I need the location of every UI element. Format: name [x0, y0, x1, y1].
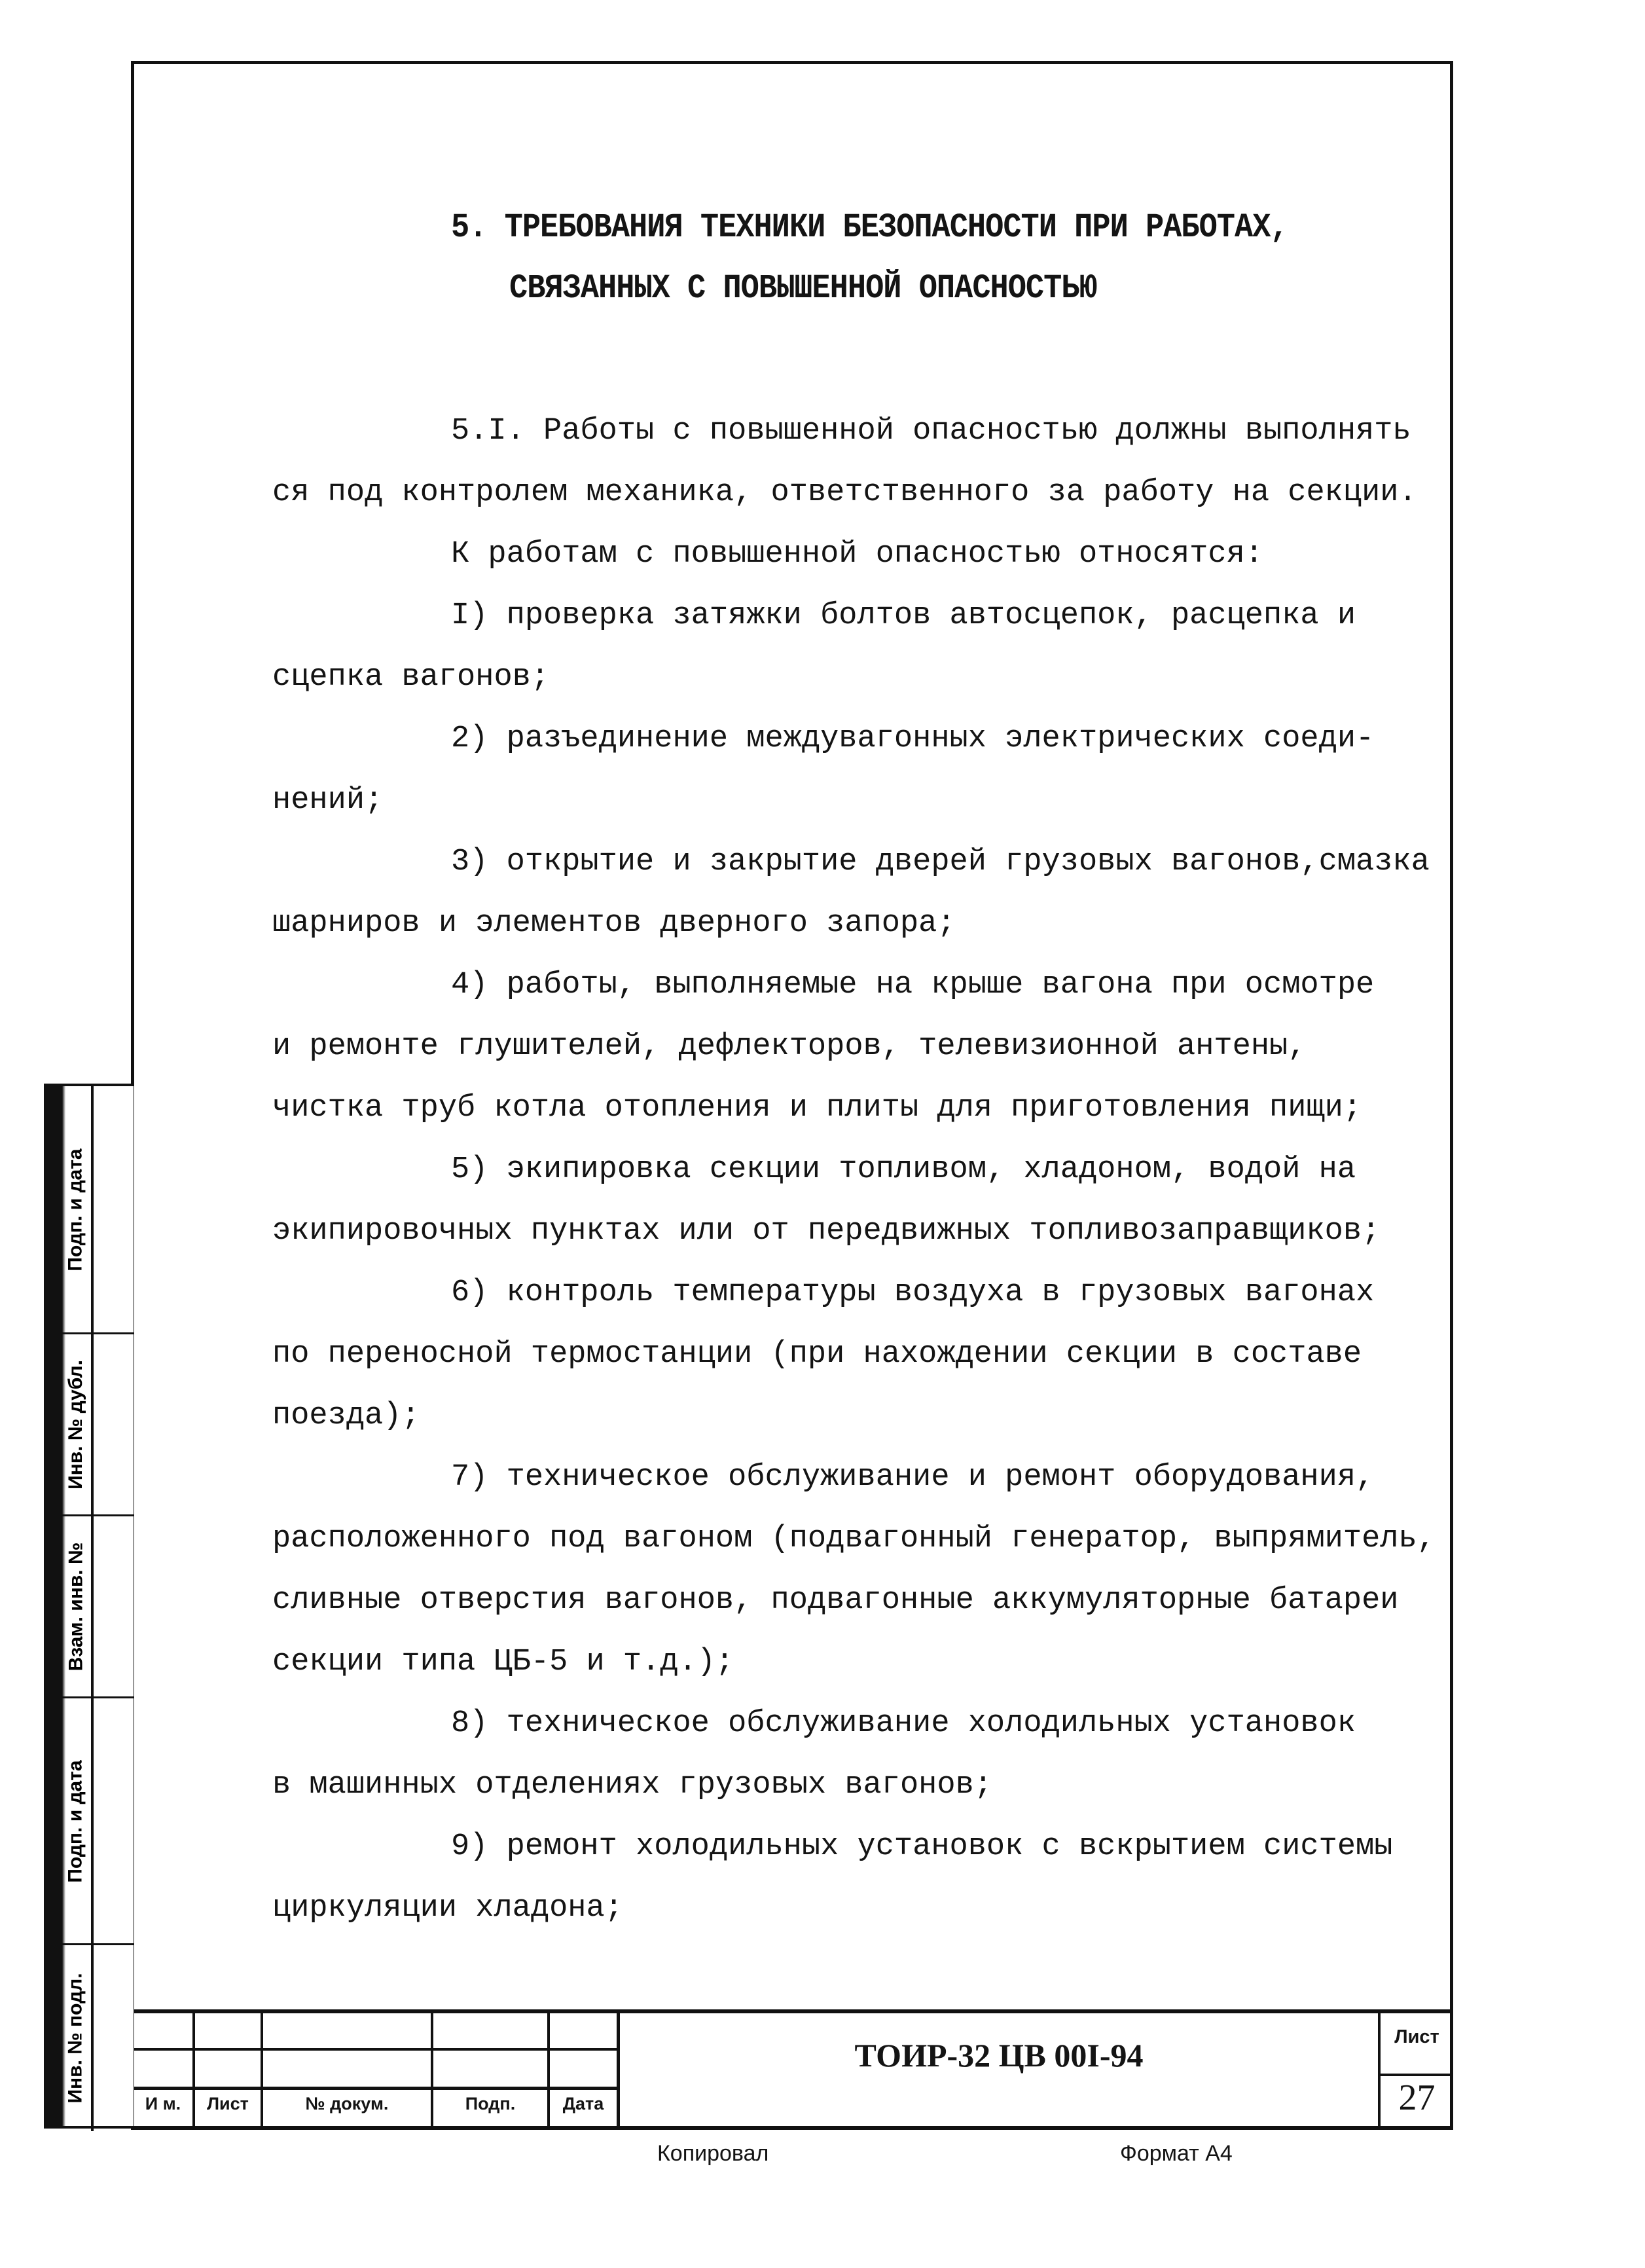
side-stamp-row-line	[46, 1514, 134, 1516]
side-stamp-row-line	[46, 1943, 134, 1945]
side-stamp-cell	[56, 1516, 96, 1698]
list-item-line: поезда);	[272, 1399, 420, 1433]
paragraph-line: 5.I. Работы с повышенной опасностью должны выполнять	[451, 414, 1411, 448]
list-item-line: 4) работы, выполняемые на крыше вагона при осмотре	[451, 968, 1375, 1002]
side-stamp-cell	[56, 1698, 96, 1945]
side-stamp-cell	[56, 1086, 96, 1334]
title-block-row-line	[131, 2087, 618, 2090]
list-item-line: 6) контроль температуры воздуха в грузовых вагонах	[451, 1275, 1375, 1310]
paragraph-line: ся под контролем механика, ответственного за работу на секции.	[272, 475, 1417, 510]
list-item-line: по переносной термостанции (при нахождении секции в составе	[272, 1337, 1362, 1372]
list-item-line: циркуляции хладона;	[272, 1891, 623, 1926]
side-stamp-cell	[56, 1334, 96, 1516]
list-item-line: и ремонте глушителей, дефлекторов, телевизионной антены,	[272, 1029, 1307, 1064]
list-item-line: чистка труб котла отопления и плиты для приготовления пищи;	[272, 1091, 1362, 1125]
list-item-line: 7) техническое обслуживание и ремонт оборудования,	[451, 1460, 1375, 1495]
side-stamp-row-line	[46, 1332, 134, 1334]
list-item-line: 3) открытие и закрытие дверей грузовых вагонов,смазка	[451, 845, 1430, 879]
title-block-row-line	[131, 2048, 618, 2051]
section-heading-line-1: 5. ТРЕБОВАНИЯ ТЕХНИКИ БЕЗОПАСНОСТИ ПРИ РАБОТАХ,	[451, 209, 1288, 247]
side-stamp-divider	[91, 1086, 94, 2131]
list-item-line: 2) разъединение междувагонных электрических соеди-	[451, 722, 1375, 756]
list-item-line: экипировочных пунктах или от передвижных топливозаправщиков;	[272, 1214, 1381, 1249]
paragraph-line: К работам с повышенной опасностью относятся:	[451, 537, 1264, 572]
list-item-line: 8) техническое обслуживание холодильных установок	[451, 1706, 1356, 1741]
body-text	[272, 401, 1451, 1939]
side-stamp	[44, 1084, 134, 2129]
column-label-doc-number: № докум.	[305, 2094, 389, 2113]
list-item-line: сливные отверстия вагонов, подвагонные аккумуляторные батареи	[272, 1583, 1399, 1618]
column-label-sheet: Лист	[207, 2094, 249, 2113]
column-label-change: И м.	[145, 2094, 181, 2113]
list-item-line: шарниров и элементов дверного запора;	[272, 906, 956, 941]
side-stamp-label: Подп. и дата	[65, 1759, 86, 1883]
list-item-line: сцепка вагонов;	[272, 660, 550, 695]
side-stamp-label: Инв. № дубл.	[65, 1360, 86, 1490]
side-stamp-label: Инв. № подл.	[65, 1972, 86, 2104]
copied-label: Копировал	[657, 2141, 769, 2166]
side-stamp-cell	[56, 1945, 96, 2131]
format-label: Формат А4	[1120, 2141, 1233, 2166]
side-stamp-row-line	[46, 1696, 134, 1698]
sheet-divider-line	[1379, 2074, 1453, 2076]
list-item-line: 9) ремонт холодильных установок с вскрытием системы	[451, 1829, 1393, 1864]
list-item-line: нений;	[272, 783, 384, 818]
list-item-line: I) проверка затяжки болтов автосцепок, расцепка и	[451, 598, 1356, 633]
column-label-date: Дата	[562, 2094, 604, 2113]
list-item-line: секции типа ЦБ-5 и т.д.);	[272, 1645, 734, 1679]
side-stamp-label: Взам. инв. №	[65, 1542, 87, 1672]
sheet-number: 27	[1398, 2077, 1436, 2118]
document-code: ТОИР-32 ЦВ 00I-94	[854, 2037, 1144, 2074]
title-block-top-line	[131, 2009, 1453, 2013]
side-stamp-label: Подп. и дата	[65, 1148, 86, 1271]
column-label-signature: Подп.	[465, 2094, 516, 2113]
sheet-label: Лист	[1394, 2026, 1439, 2047]
section-heading-line-2: СВЯЗАННЫХ С ПОВЫШЕННОЙ ОПАСНОСТЬЮ	[509, 270, 1097, 308]
list-item-line: расположенного под вагоном (подвагонный генератор, выпрямитель,	[272, 1522, 1436, 1556]
list-item-line: в машинных отделениях грузовых вагонов;	[272, 1768, 992, 1802]
list-item-line: 5) экипировка секции топливом, хладоном, водой на	[451, 1152, 1356, 1187]
